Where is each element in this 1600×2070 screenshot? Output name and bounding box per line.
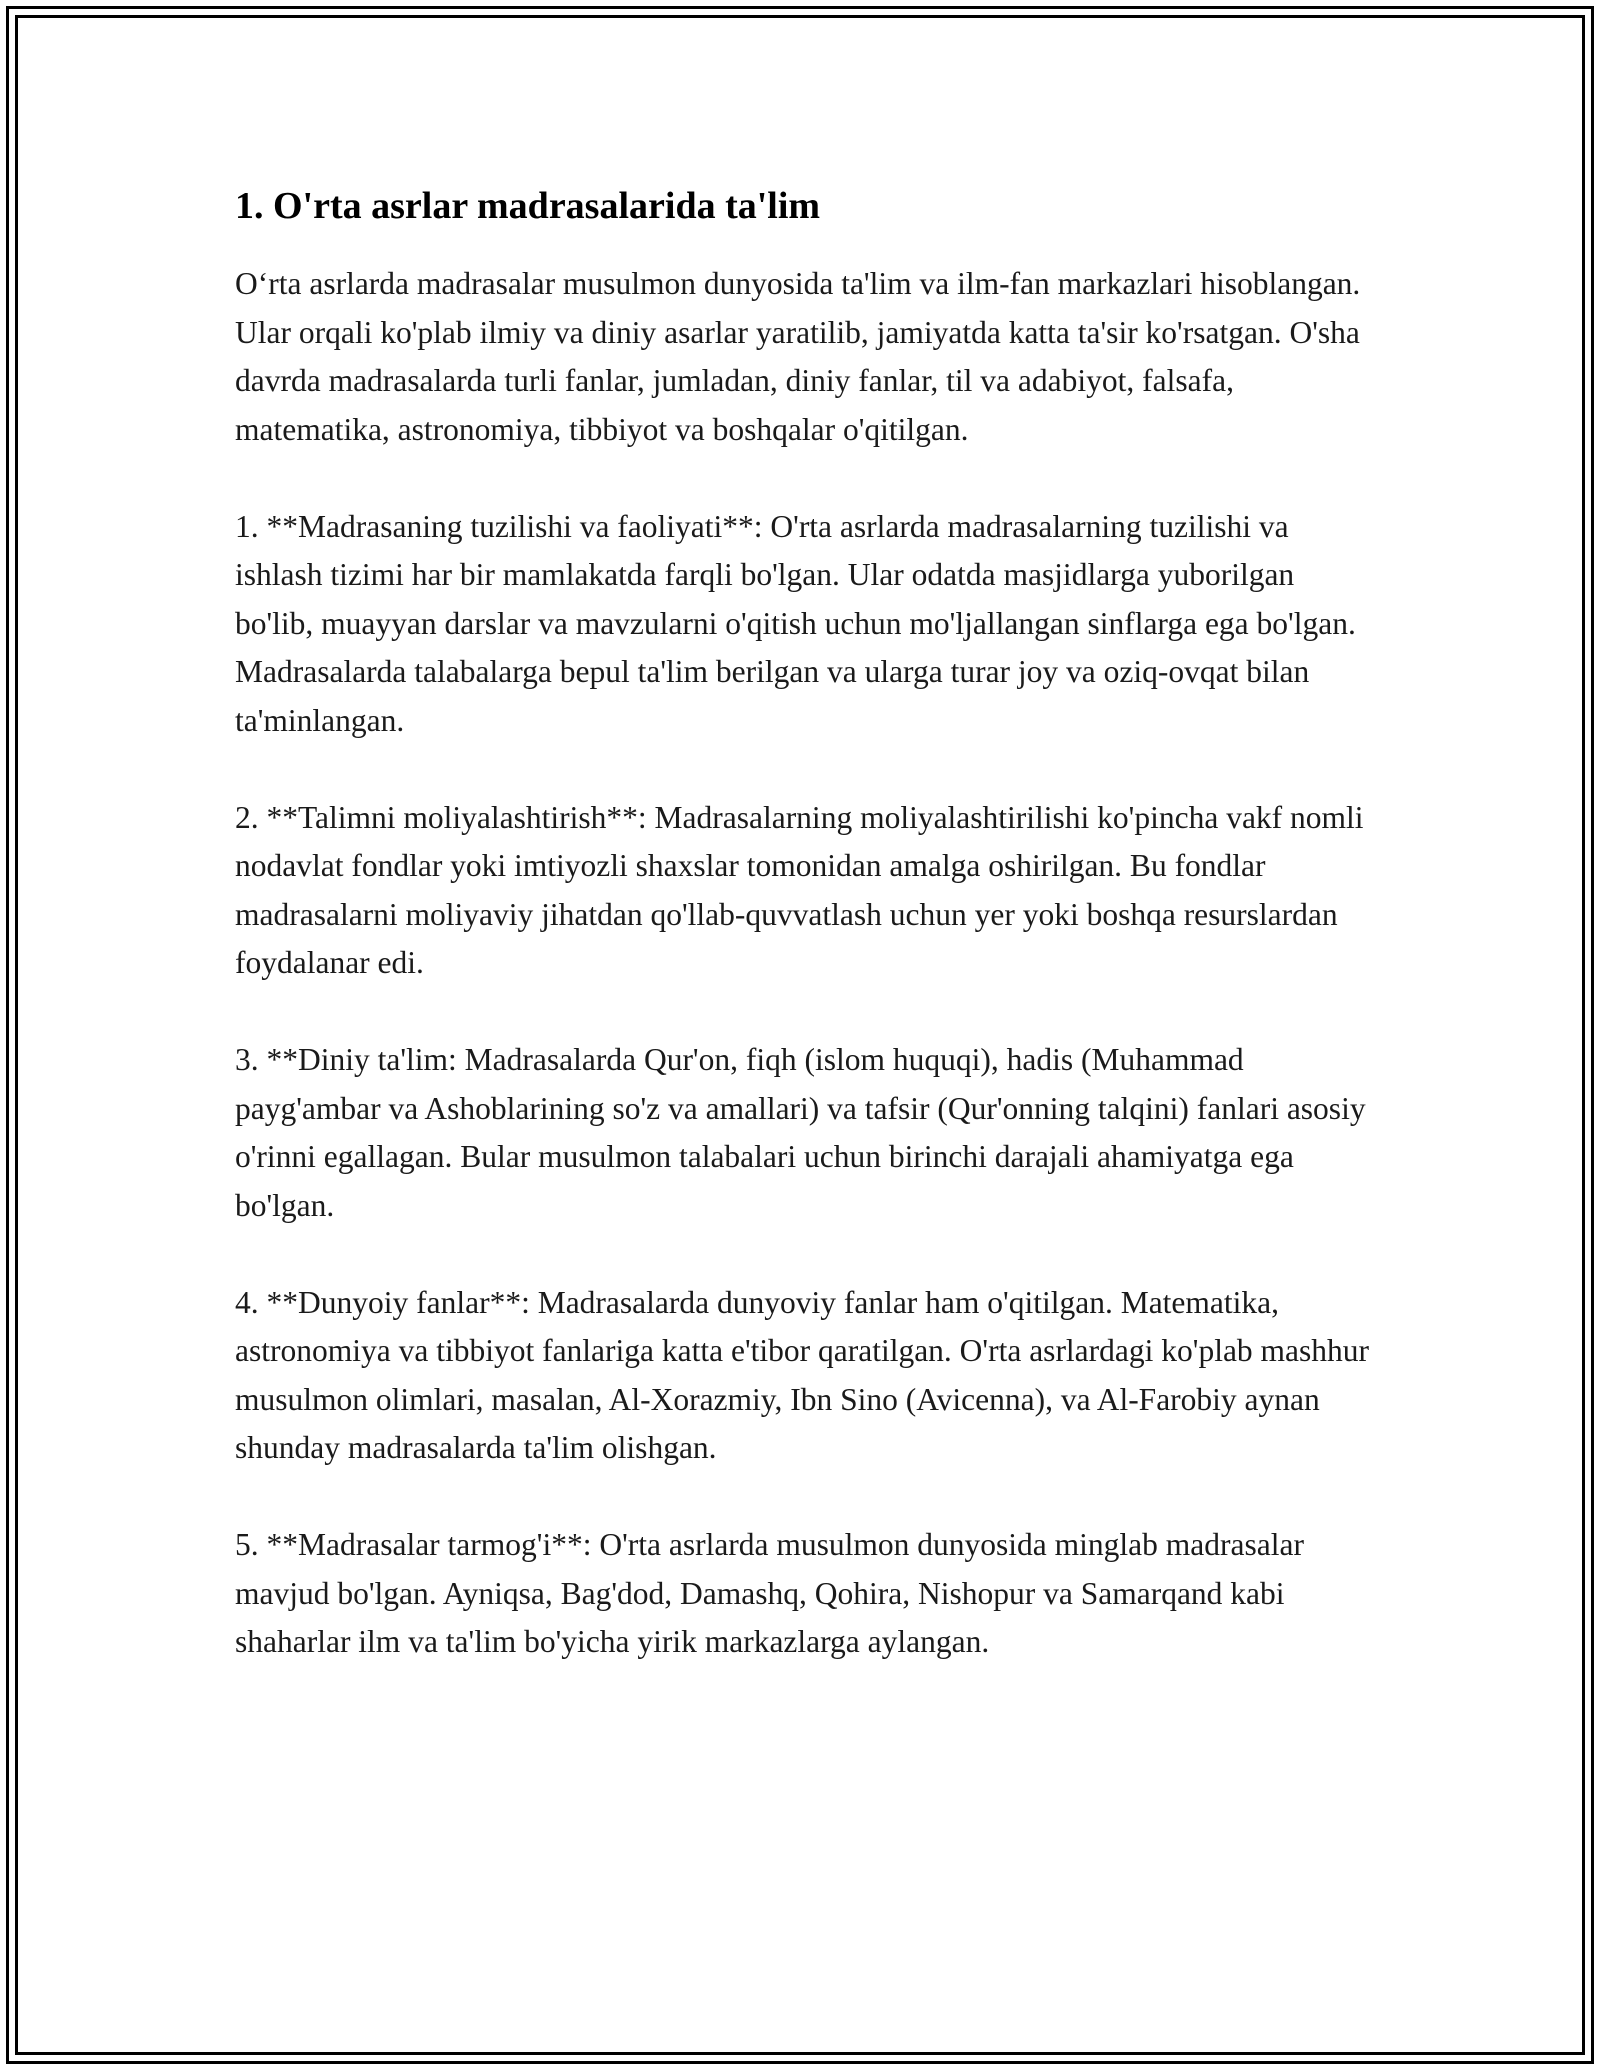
- paragraph-madrasa-structure: 1. **Madrasaning tuzilishi va faoliyati**: O'rta asrlarda madrasalarning tuzilishi va ishlash tizimi har bir mamlakatda farqli bo'lgan. Ular odatda masjidlarga yuborilgan bo'lib, muayyan darslar va mavzularni o'qitish uchun mo'ljallangan sinflarga ega bo'lgan. Madrasalarda talabalarga bepul ta'lim berilgan va ularga turar joy va oziq-ovqat bilan ta'minlangan.: [235, 508, 1356, 738]
- document-body: [235, 180, 1375, 1715]
- paragraph-secular-sciences: 4. **Dunyoiy fanlar**: Madrasalarda dunyoviy fanlar ham o'qitilgan. Matematika, astronomiya va tibbiyot fanlariga katta e'tibor qaratilgan. O'rta asrlardagi ko'plab mashhur musulmon olimlari, masalan, Al-Xorazmiy, Ibn Sino (Avicenna), va Al-Farobiy aynan shunday madrasalarda ta'lim olishgan.: [235, 1284, 1370, 1465]
- intro-paragraph: O‘rta asrlarda madrasalar musulmon dunyosida ta'lim va ilm-fan markazlari hisoblangan. Ular orqali ko'plab ilmiy va diniy asarlar yaratilib, jamiyatda katta ta'sir ko'rsatgan. O'sha davrda madrasalarda turli fanlar, jumladan, diniy fanlar, til va adabiyot, falsafa, matematika, astronomiya, tibbiyot va boshqalar o'qitilgan.: [235, 266, 1361, 447]
- paragraph-funding: 2. **Talimni moliyalashtirish**: Madrasalarning moliyalashtirilishi ko'pincha vakf nomli nodavlat fondlar yoki imtiyozli shaxslar tomonidan amalga oshirilgan. Bu fondlar madrasalarni moliyaviy jihatdan qo'llab-quvvatlash uchun yer yoki boshqa resurslardan foydalanar edi.: [235, 799, 1364, 980]
- paragraph-madrasa-network: 5. **Madrasalar tarmog'i**: O'rta asrlarda musulmon dunyosida minglab madrasalar mavjud bo'lgan. Ayniqsa, Bag'dod, Damashq, Qohira, Nishopur va Samarqand kabi shaharlar ilm va ta'lim bo'yicha yirik markazlarga aylangan.: [235, 1527, 1304, 1659]
- page-title: 1. O'rta asrlar madrasalarida ta'lim: [235, 185, 821, 227]
- paragraph-religious-education: 3. **Diniy ta'lim: Madrasalarda Qur'on, fiqh (islom huquqi), hadis (Muhammad payg'ambar va Ashoblarining so'z va amallari) va tafsir (Qur'onning talqini) fanlari asosiy o'rinni egallagan. Bular musulmon talabalari uchun birinchi darajali ahamiyatga ega bo'lgan.: [235, 1042, 1366, 1223]
